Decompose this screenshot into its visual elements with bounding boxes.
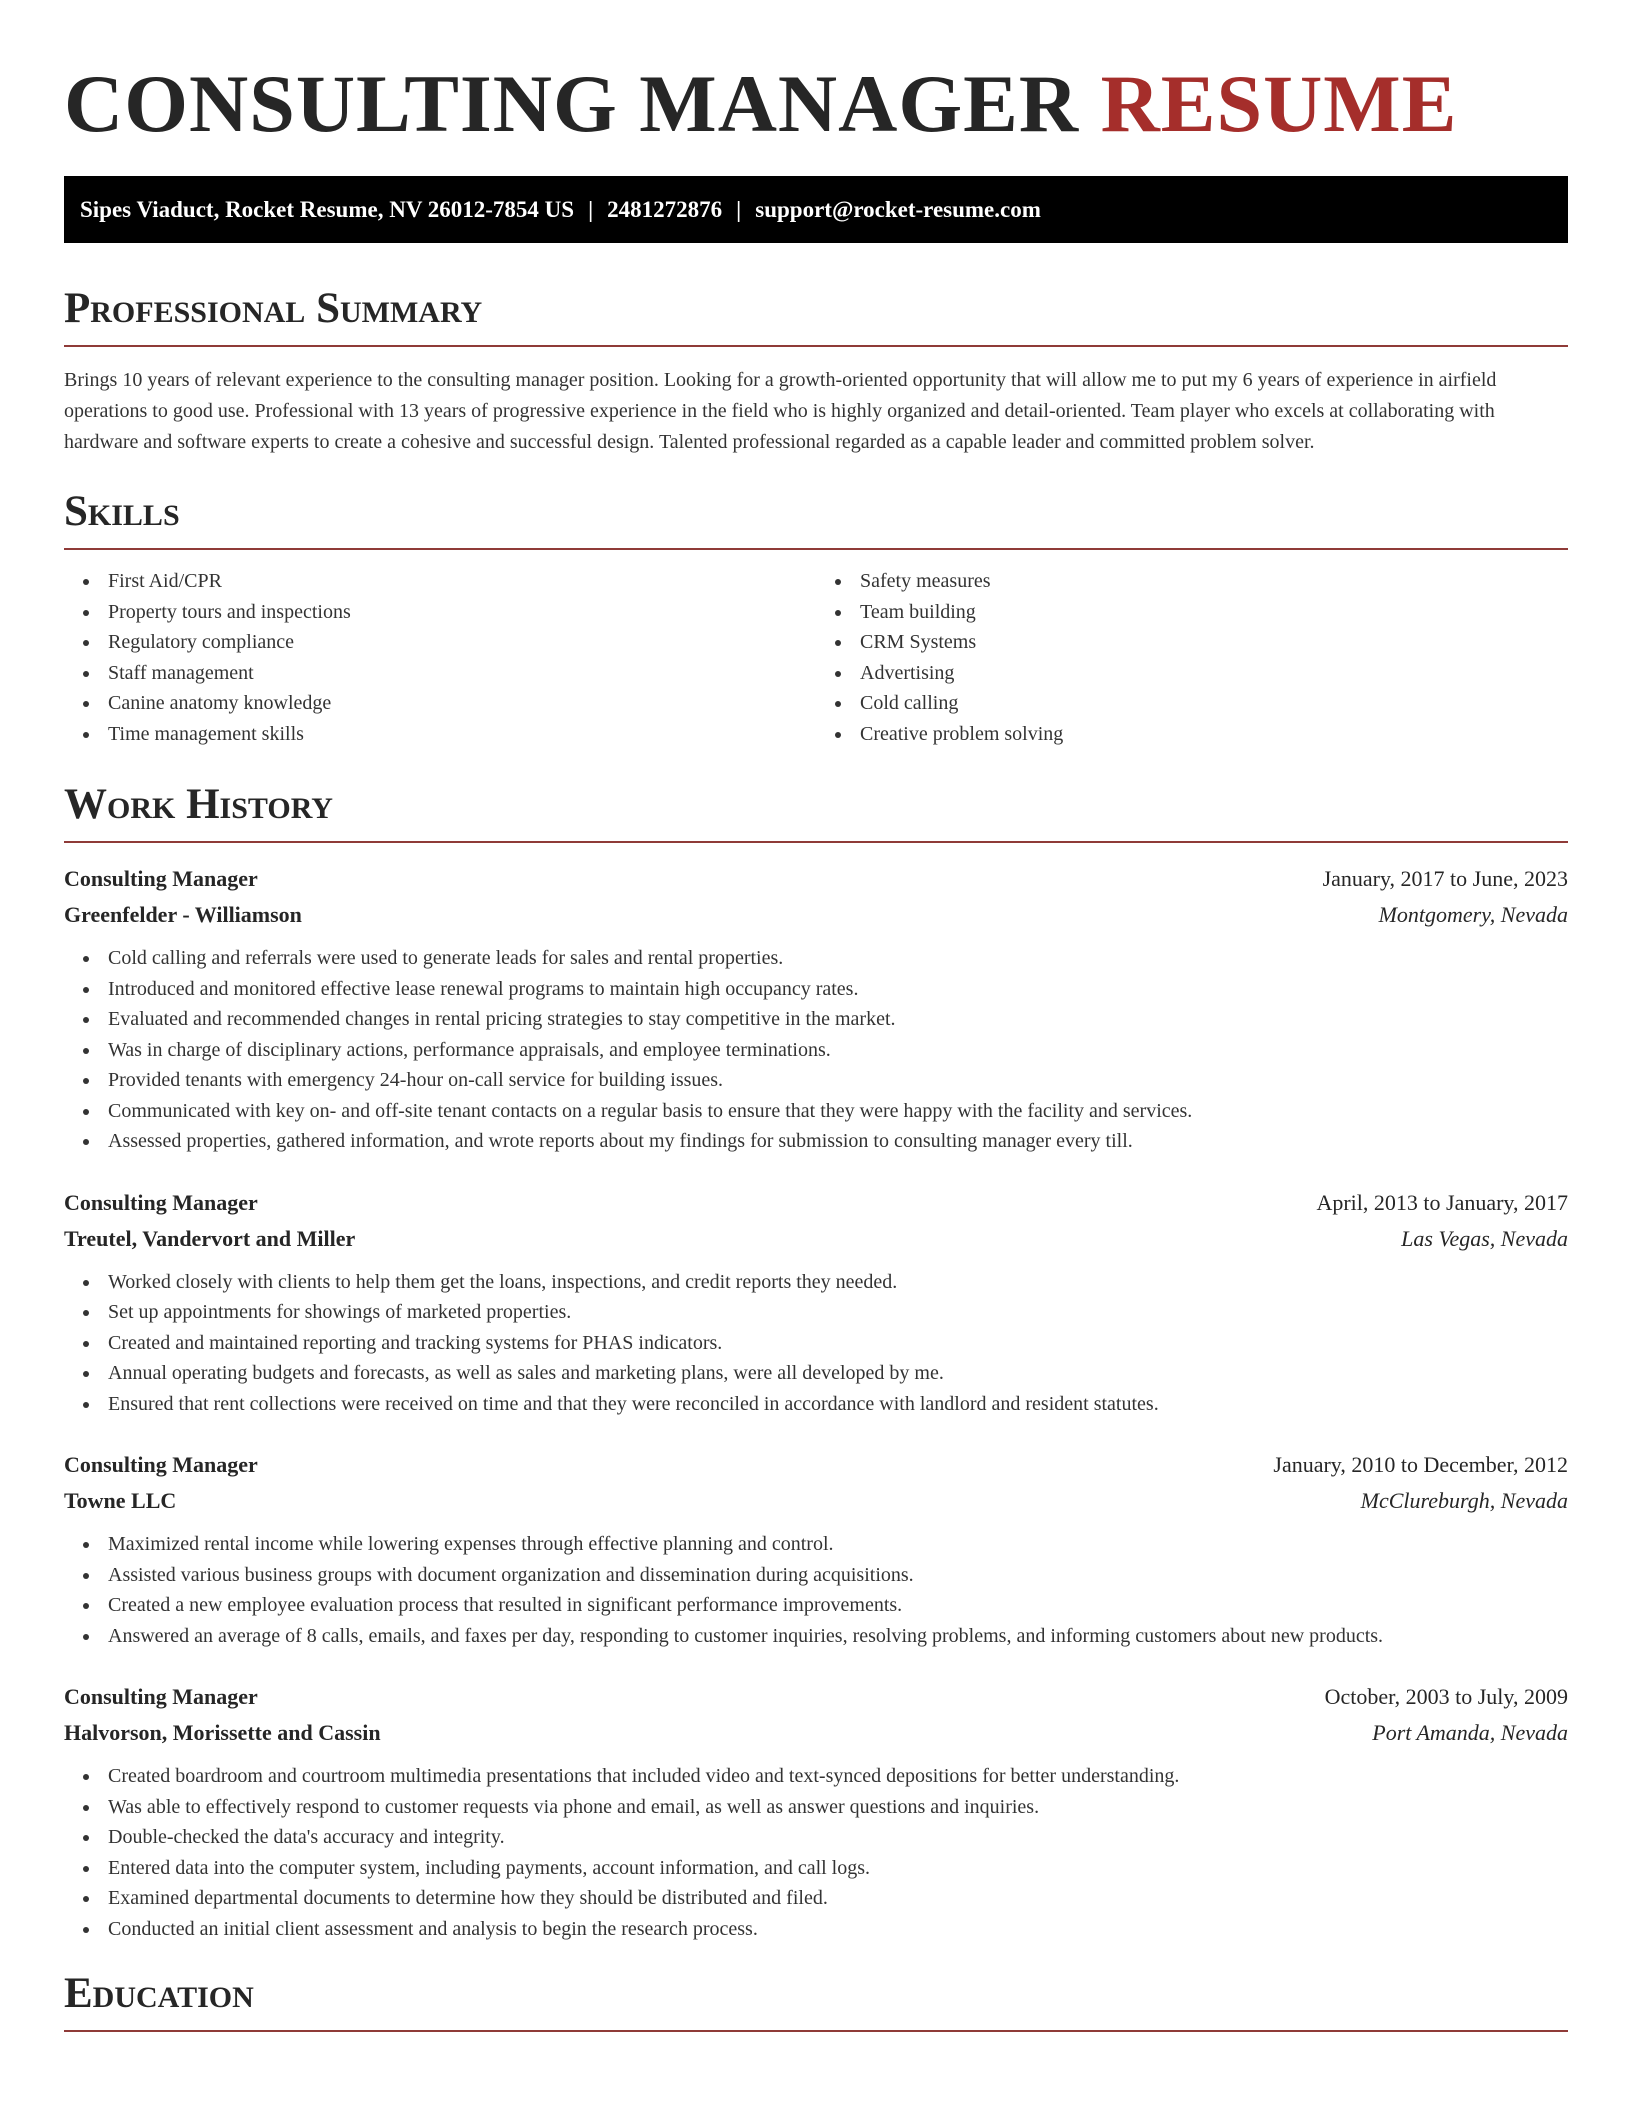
job-bullet: Evaluated and recommended changes in rental pricing strategies to stay competitive in the market. [108,1004,1568,1035]
contact-bar [64,176,1568,243]
skill-item: Cold calling [860,688,1568,719]
summary-text: Brings 10 years of relevant experience to the consulting manager position. Looking for a growth-oriented opportunity that will allow me to put my 6 years of experience in airfield operations to good use. Professional with 13 years of progressive experience in the field who is highly organized and detail-oriented. Team player who excels at collaborating with hardware and software experts to create a cohesive and successful design. Talented professional regarded as a capable leader and committed problem solver. [64,369,1497,453]
skill-item: Regulatory compliance [108,627,816,658]
job-bullet: Double-checked the data's accuracy and integrity. [108,1822,1568,1853]
job-bullet: Created boardroom and courtroom multimedia presentations that included video and text-synced depositions for better understanding. [108,1761,1568,1792]
job-title: Consulting Manager [64,1684,258,1709]
job-company-row [64,897,1568,933]
contact-phone: 2481272876 [607,197,723,222]
skill-item: Advertising [860,658,1568,689]
job-bullet: Annual operating budgets and forecasts, as well as sales and marketing plans, were all developed by me. [108,1358,1568,1389]
job-bullet: Communicated with key on- and off-site tenant contacts on a regular basis to ensure that they were happy with the facility and services. [108,1096,1568,1127]
job-bullet: Was able to effectively respond to customer requests via phone and email, as well as answer questions and inquiries. [108,1792,1568,1823]
job-header-row [64,1185,1568,1221]
job-bullet: Assessed properties, gathered information, and wrote reports about my findings for submission to consulting manager every till. [108,1126,1568,1157]
job-bullet: Answered an average of 8 calls, emails, and faxes per day, responding to customer inquiries, resolving problems, and informing customers about new products. [108,1621,1568,1652]
skills-heading: Skills [64,486,1568,550]
summary-section [64,283,1568,458]
title-accent: RESUME [1100,58,1458,149]
education-section [64,1968,1568,2032]
job-bullet: Introduced and monitored effective lease renewal programs to maintain high occupancy rates. [108,974,1568,1005]
job-bullet: Set up appointments for showings of marketed properties. [108,1297,1568,1328]
summary-heading: Professional Summary [64,283,1568,347]
job-bullet: Created and maintained reporting and tracking systems for PHAS indicators. [108,1328,1568,1359]
skills-column-right [816,566,1568,749]
job-title: Consulting Manager [64,866,258,891]
job-dates: April, 2013 to January, 2017 [1316,1189,1568,1215]
skill-item: Time management skills [108,719,816,750]
skill-item: First Aid/CPR [108,566,816,597]
contact-separator: | [736,197,742,222]
job-bullet: Cold calling and referrals were used to generate leads for sales and rental properties. [108,943,1568,974]
job-entry [64,1679,1568,1944]
page-title [64,0,1568,152]
skill-item: Safety measures [860,566,1568,597]
job-entry [64,1447,1568,1651]
job-bullet: Conducted an initial client assessment and analysis to begin the research process. [108,1914,1568,1945]
skills-column-left [64,566,816,749]
job-bullet: Assisted various business groups with document organization and dissemination during acquisitions. [108,1560,1568,1591]
job-company-row [64,1715,1568,1751]
contact-email: support@rocket-resume.com [755,197,1041,222]
job-dates: October, 2003 to July, 2009 [1324,1684,1568,1709]
job-dates: January, 2017 to June, 2023 [1322,866,1568,891]
job-dates: January, 2010 to December, 2012 [1273,1452,1568,1477]
job-company: Greenfelder - Williamson [64,902,302,927]
job-bullet: Ensured that rent collections were received on time and that they were reconciled in accordance with landlord and resident statutes. [108,1389,1568,1420]
job-location: Montgomery, Nevada [1378,902,1568,927]
work-history-heading: Work History [64,779,1568,843]
job-header-row [64,1679,1568,1715]
job-bullet: Worked closely with clients to help them get the loans, inspections, and credit reports they needed. [108,1267,1568,1298]
education-heading: Education [64,1968,1568,2032]
skill-item: Canine anatomy knowledge [108,688,816,719]
skills-grid [64,566,1568,749]
job-bullet: Examined departmental documents to determine how they should be distributed and filed. [108,1883,1568,1914]
title-main: CONSULTING MANAGER [64,58,1080,149]
job-bullets [64,1761,1568,1944]
job-company: Towne LLC [64,1488,177,1513]
job-header-row [64,861,1568,897]
job-header-row [64,1447,1568,1483]
job-bullet: Maximized rental income while lowering expenses through effective planning and control. [108,1529,1568,1560]
job-bullet: Provided tenants with emergency 24-hour on-call service for building issues. [108,1065,1568,1096]
job-bullets [64,1267,1568,1420]
contact-separator: | [588,197,594,222]
job-bullets [64,1529,1568,1651]
job-location: McClureburgh, Nevada [1360,1488,1568,1513]
job-bullet: Was in charge of disciplinary actions, performance appraisals, and employee terminations. [108,1035,1568,1066]
job-bullet: Entered data into the computer system, including payments, account information, and call logs. [108,1853,1568,1884]
skill-item: Staff management [108,658,816,689]
job-bullets [64,943,1568,1157]
skill-item: Team building [860,597,1568,628]
job-entry [64,861,1568,1157]
skills-section [64,486,1568,749]
job-title: Consulting Manager [64,1452,258,1477]
job-location: Port Amanda, Nevada [1372,1720,1568,1745]
job-location: Las Vegas, Nevada [1401,1225,1568,1251]
job-company: Treutel, Vandervort and Miller [64,1225,356,1251]
job-title: Consulting Manager [64,1189,258,1215]
job-bullet: Created a new employee evaluation process that resulted in significant performance improvements. [108,1590,1568,1621]
skill-item: CRM Systems [860,627,1568,658]
job-entry [64,1185,1568,1420]
skill-item: Property tours and inspections [108,597,816,628]
job-company: Halvorson, Morissette and Cassin [64,1720,381,1745]
job-company-row [64,1221,1568,1257]
skill-item: Creative problem solving [860,719,1568,750]
work-history-section [64,779,1568,1944]
job-company-row [64,1483,1568,1519]
contact-address: Sipes Viaduct, Rocket Resume, NV 26012-7854 US [80,197,575,222]
